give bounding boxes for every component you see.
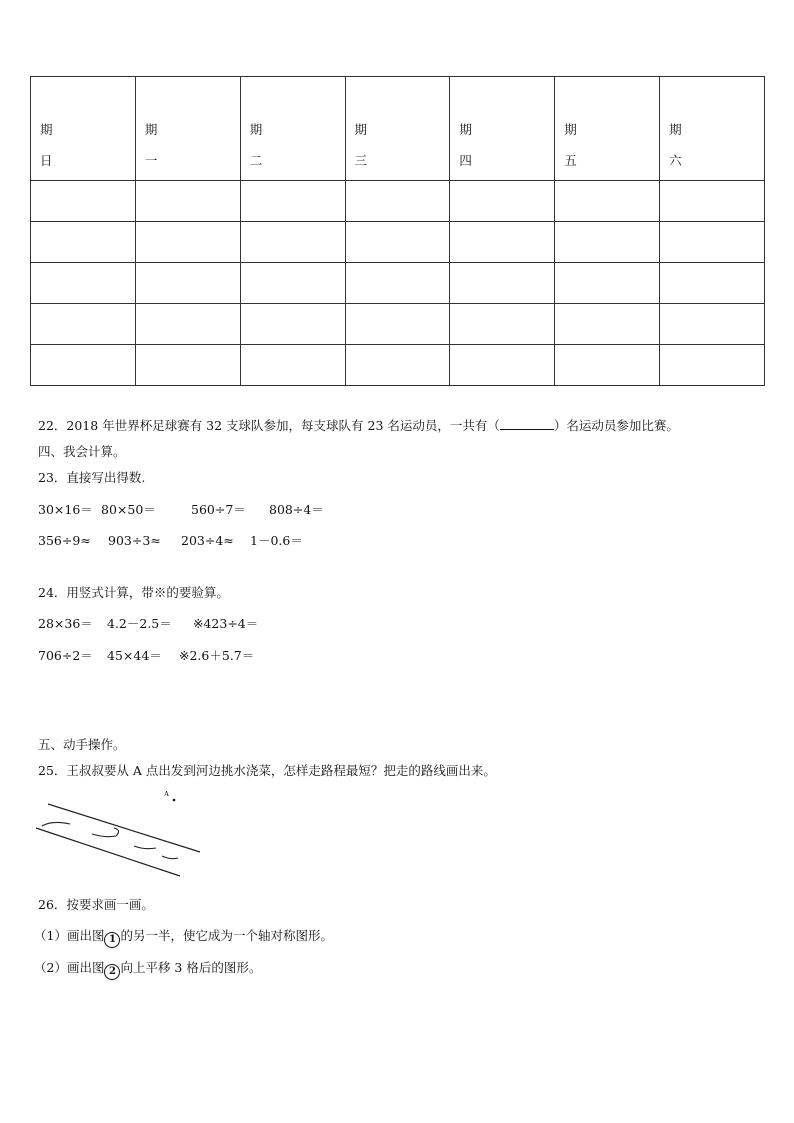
table-header-row: [31, 77, 765, 181]
question-24-row-2: [38, 646, 254, 664]
table-cell[interactable]: [450, 345, 555, 386]
figure-1-marker: 1: [104, 932, 120, 948]
question-26-part-2: （2）画出图 2 向上平移 3 格后的图形。: [34, 958, 261, 980]
question-24-row-1: [38, 614, 258, 632]
expression: 45×44＝: [107, 648, 162, 663]
question-23-row-1: [38, 500, 324, 518]
weekday-table: [30, 76, 765, 386]
header-cell: 期 四: [450, 77, 555, 181]
table-cell[interactable]: [31, 304, 136, 345]
table-cell[interactable]: [31, 222, 136, 263]
water-ripple: [162, 856, 178, 859]
water-ripple: [92, 828, 119, 837]
expression: ※423÷4＝: [193, 616, 259, 631]
table-cell[interactable]: [660, 222, 765, 263]
question-23-row-2: [38, 531, 303, 549]
table-cell[interactable]: [135, 222, 240, 263]
table-cell[interactable]: [450, 263, 555, 304]
table-cell[interactable]: [31, 263, 136, 304]
answer-blank[interactable]: [500, 417, 554, 430]
expression: 903÷3≈: [108, 533, 161, 548]
expression: 4.2－2.5＝: [107, 616, 172, 631]
expression: 1－0.6＝: [250, 533, 303, 548]
table-cell[interactable]: [660, 181, 765, 222]
table-row: [31, 304, 765, 345]
table-cell[interactable]: [450, 222, 555, 263]
table-cell[interactable]: [345, 222, 450, 263]
table-row: [31, 263, 765, 304]
expression: ※2.6＋5.7＝: [179, 648, 255, 663]
table-row: [31, 345, 765, 386]
table-cell[interactable]: [31, 181, 136, 222]
expression: 706÷2＝: [38, 648, 93, 663]
table-cell[interactable]: [555, 181, 660, 222]
water-ripple: [42, 822, 70, 826]
header-cell: 期 日: [31, 77, 136, 181]
question-22: 22．2018 年世界杯足球赛有 32 支球队参加，每支球队有 23 名运动员，一共有（ ）名运动员参加比赛。: [38, 418, 679, 433]
header-cell: 期 三: [345, 77, 450, 181]
table-cell[interactable]: [240, 304, 345, 345]
table-cell[interactable]: [31, 345, 136, 386]
figure-2-marker: 2: [104, 964, 120, 980]
header-cell: 期 六: [660, 77, 765, 181]
table-cell[interactable]: [345, 263, 450, 304]
question-25-title: 25．王叔叔要从 A 点出发到河边挑水浇菜，怎样走路程最短？把走的路线画出来。: [38, 763, 496, 778]
table-cell[interactable]: [135, 263, 240, 304]
table-cell[interactable]: [240, 222, 345, 263]
table-cell[interactable]: [555, 345, 660, 386]
table-row: [31, 181, 765, 222]
table-cell[interactable]: [660, 263, 765, 304]
expression: 28×36＝: [38, 616, 93, 631]
table-cell[interactable]: [660, 345, 765, 386]
question-24-title: 24．用竖式计算，带※的要验算。: [38, 585, 229, 600]
table-cell[interactable]: [135, 304, 240, 345]
river-diagram: [30, 780, 210, 880]
header-cell: 期 五: [555, 77, 660, 181]
header-cell: 期 一: [135, 77, 240, 181]
table-cell[interactable]: [345, 181, 450, 222]
table-cell[interactable]: [240, 345, 345, 386]
table-cell[interactable]: [660, 304, 765, 345]
table-cell[interactable]: [450, 181, 555, 222]
table-cell[interactable]: [555, 304, 660, 345]
riverbank-upper: [48, 804, 200, 852]
table-cell[interactable]: [135, 345, 240, 386]
table-cell[interactable]: [240, 181, 345, 222]
table-row: [31, 222, 765, 263]
header-cell: 期 二: [240, 77, 345, 181]
expression: 30×16＝: [38, 502, 93, 517]
point-a[interactable]: [173, 799, 176, 802]
table-cell[interactable]: [555, 222, 660, 263]
table-cell[interactable]: [135, 181, 240, 222]
expression: 80×50＝: [101, 502, 156, 517]
water-ripple: [134, 846, 156, 849]
table-cell[interactable]: [240, 263, 345, 304]
table-cell[interactable]: [555, 263, 660, 304]
expression: 203÷4≈: [181, 533, 234, 548]
question-26-part-1: （1）画出图 1 的另一半，使它成为一个轴对称图形。: [34, 926, 333, 948]
section-5-heading: 五、动手操作。: [38, 737, 126, 752]
expression: 560÷7＝: [191, 502, 246, 517]
point-a-label: A: [164, 790, 170, 798]
question-23-title: 23．直接写出得数.: [38, 470, 146, 485]
table-cell[interactable]: [345, 345, 450, 386]
expression: 808÷4＝: [269, 502, 324, 517]
table-cell[interactable]: [450, 304, 555, 345]
riverbank-lower: [36, 828, 180, 876]
expression: 356÷9≈: [38, 533, 91, 548]
section-4-heading: 四、我会计算。: [38, 444, 126, 459]
table-cell[interactable]: [345, 304, 450, 345]
question-26-title: 26．按要求画一画。: [38, 897, 154, 912]
